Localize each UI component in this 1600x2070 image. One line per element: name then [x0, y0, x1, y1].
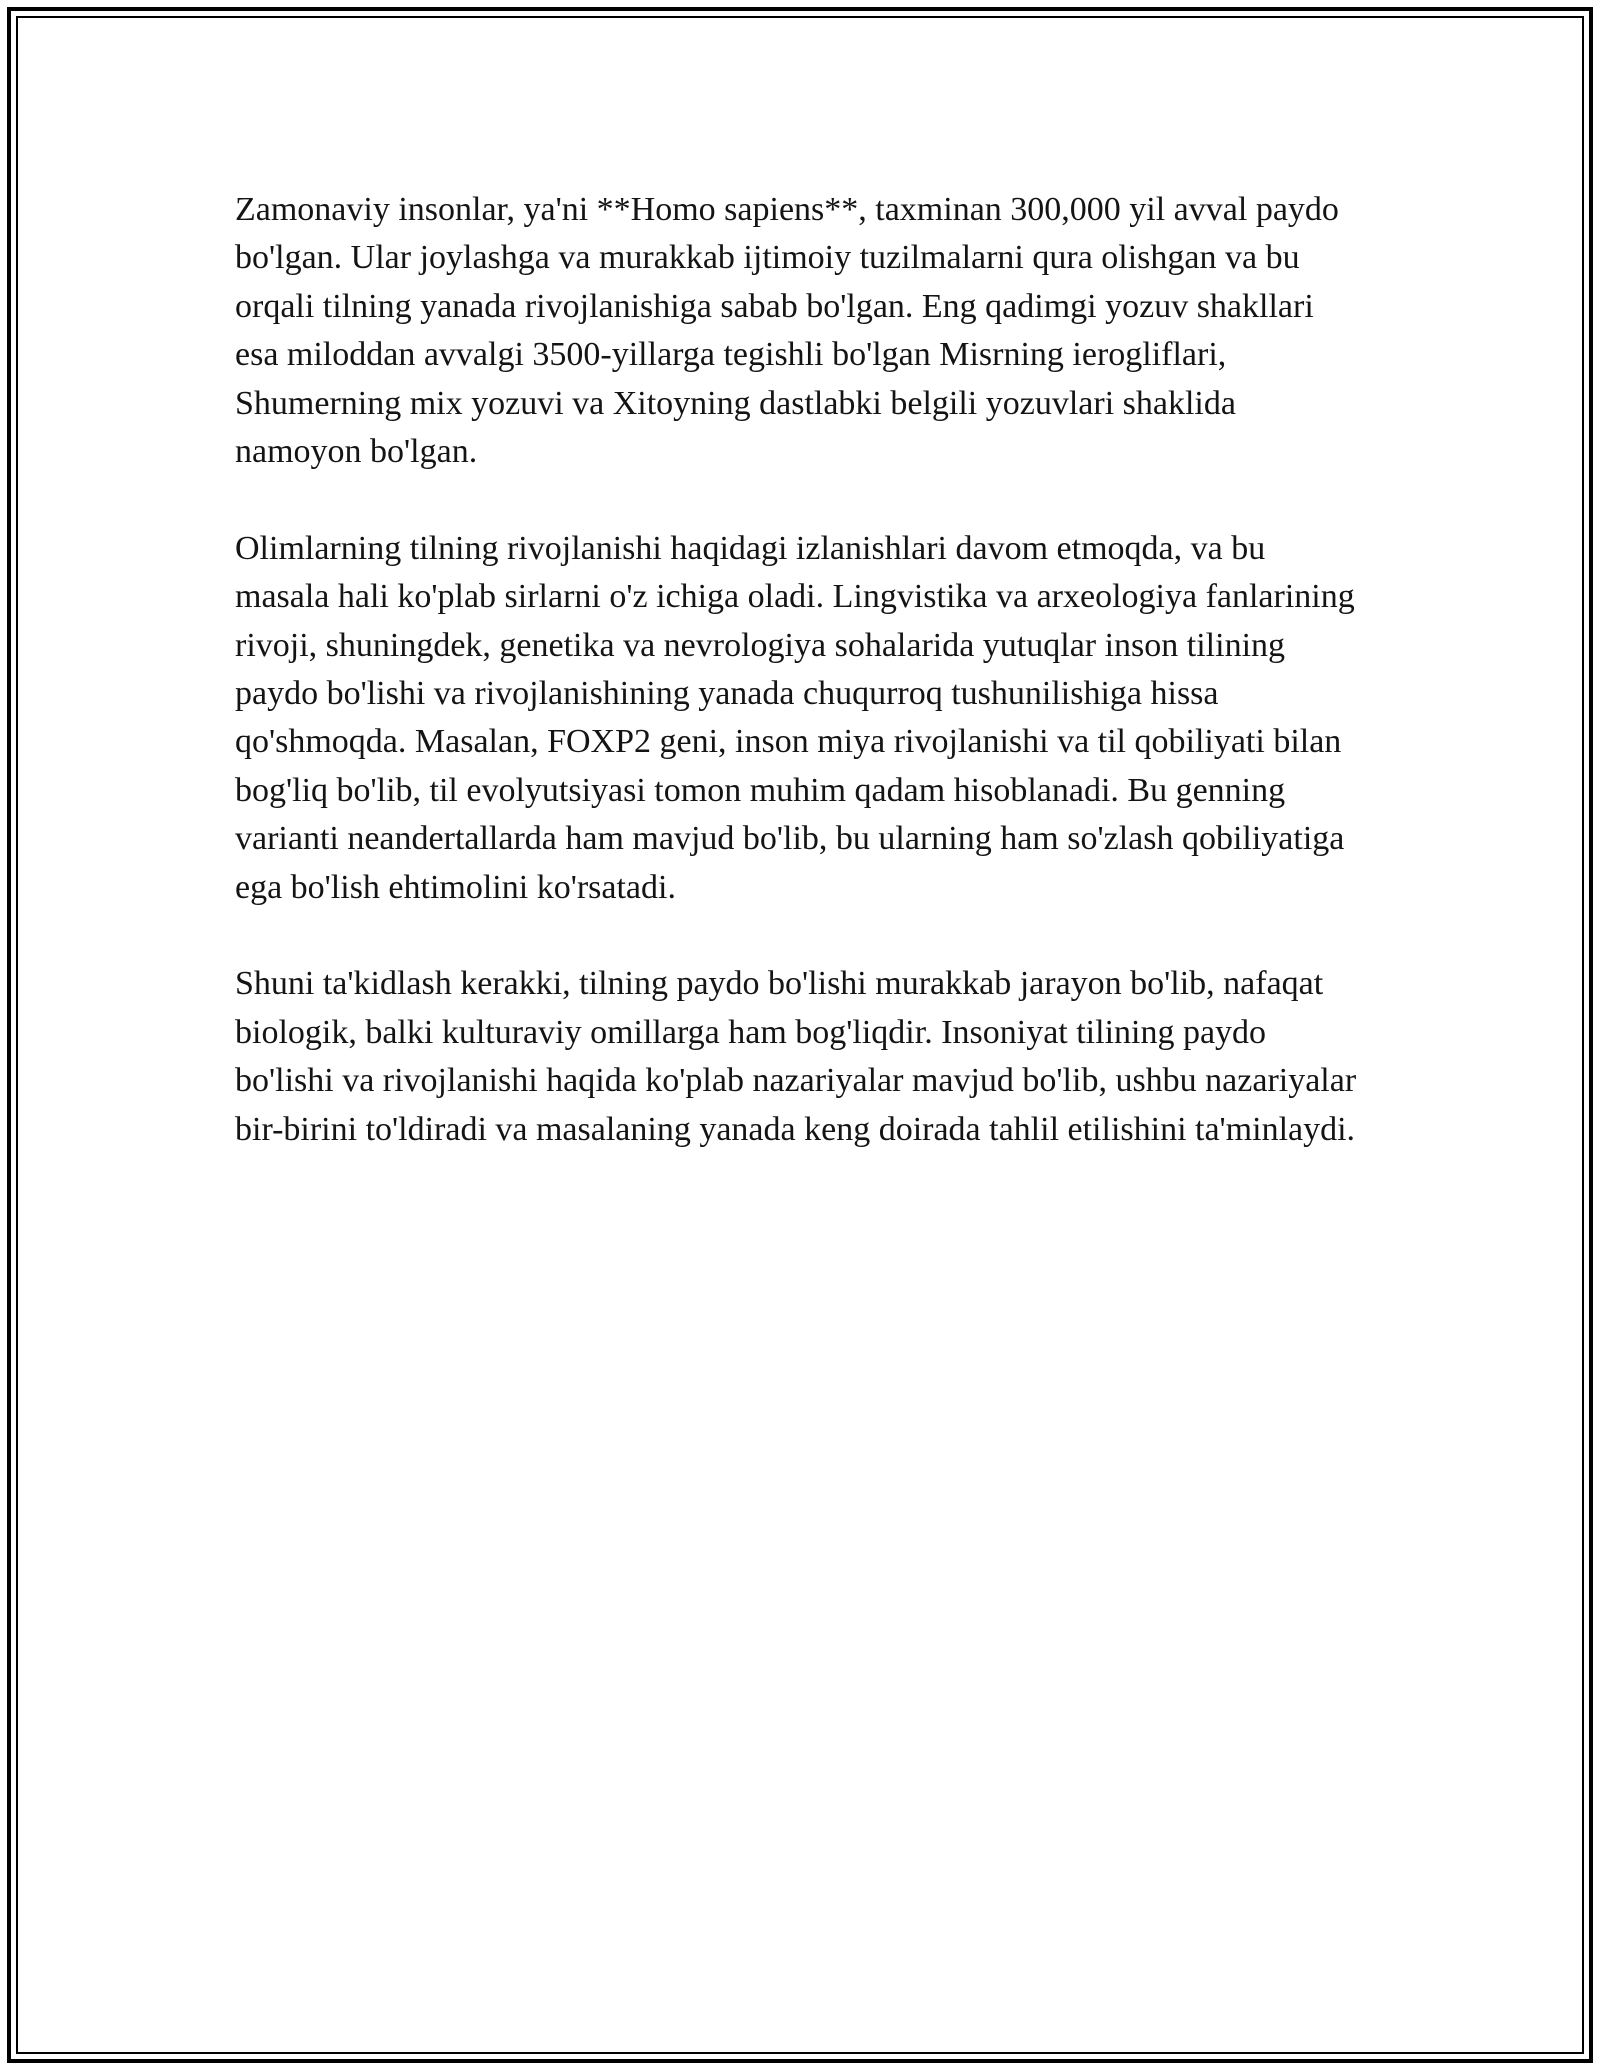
paragraph-3: Shuni ta'kidlash kerakki, tilning paydo bo'lishi murakkab jarayon bo'lib, nafaqat biologik, balki kulturaviy omillarga ham bog'liqdir. Insoniyat tilining paydo bo'lishi va rivojlanishi haqida ko'plab nazariyalar mavjud bo'lib, ushbu nazariyalar bir-birini to'ldiradi va masalaning yanada keng doirada tahlil etilishini ta'minlaydi. — [235, 965, 1357, 1148]
document-body — [235, 186, 1365, 1202]
paragraph-2: Olimlarning tilning rivojlanishi haqidagi izlanishlari davom etmoqda, va bu masala hali ko'plab sirlarni o'z ichiga oladi. Lingvistika va arxeologiya fanlarining rivoji, shuningdek, genetika va nevrologiya sohalarida yutuqlar inson tilining paydo bo'lishi va rivojlanishining yanada chuqurroq tushunilishiga hissa qo'shmoqda. Masalan, FOXP2 geni, inson miya rivojlanishi va til qobiliyati bilan bog'liq bo'lib, til evolyutsiyasi tomon muhim qadam hisoblanadi. Bu genning varianti neandertallarda ham mavjud bo'lib, bu ularning ham so'zlash qobiliyatiga ega bo'lish ehtimolini ko'rsatadi. — [235, 529, 1355, 906]
paragraph-1: Zamonaviy insonlar, ya'ni **Homo sapiens**, taxminan 300,000 yil avval paydo bo'lgan. Ular joylashga va murakkab ijtimoiy tuzilmalarni qura olishgan va bu orqali tilning yanada rivojlanishiga sabab bo'lgan. Eng qadimgi yozuv shakllari esa miloddan avvalgi 3500-yillarga tegishli bo'lgan Misrning ierogliflari, Shumerning mix yozuvi va Xitoyning dastlabki belgili yozuvlari shaklida namoyon bo'lgan. — [235, 191, 1339, 471]
